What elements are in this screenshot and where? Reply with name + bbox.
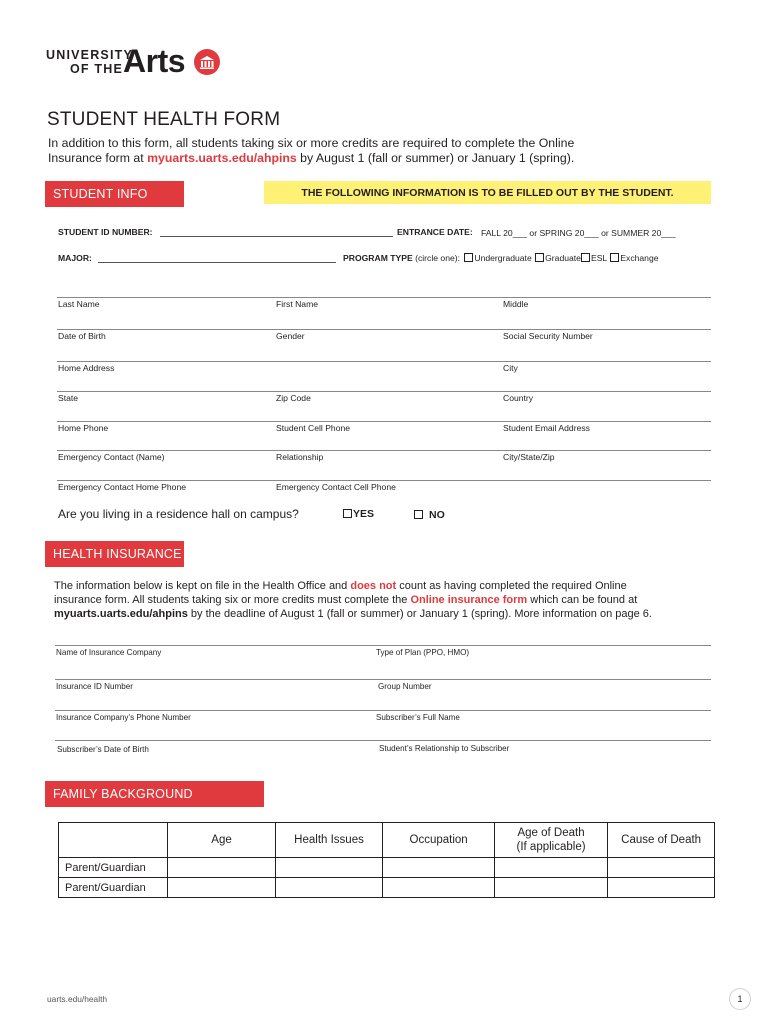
program-type-hint: (circle one):	[415, 253, 460, 263]
major-label: MAJOR:	[58, 253, 92, 263]
checkbox-undergraduate[interactable]	[464, 253, 473, 262]
field-line	[55, 740, 711, 741]
field-label-gender[interactable]: Gender	[276, 331, 305, 341]
hi-text: by the deadline of August 1 (fall or summer) or January 1 (spring). More information on page 6.	[187, 608, 652, 620]
table-cell[interactable]	[383, 878, 495, 898]
field-label-zip[interactable]: Zip Code	[276, 393, 311, 403]
page-title: STUDENT HEALTH FORM	[47, 109, 281, 130]
row-label-parent-guardian: Parent/Guardian	[59, 878, 168, 898]
table-cell[interactable]	[275, 858, 383, 878]
field-line	[55, 710, 711, 711]
field-label-city-state-zip[interactable]: City/State/Zip	[503, 452, 555, 462]
table-cell[interactable]	[608, 858, 715, 878]
table-cell[interactable]	[608, 878, 715, 898]
field-label-home-address[interactable]: Home Address	[58, 363, 115, 373]
checkbox-esl[interactable]	[581, 253, 590, 262]
checkbox-residence-yes[interactable]	[343, 509, 352, 518]
table-header-row	[59, 823, 715, 858]
table-row	[59, 858, 715, 878]
field-label-home-phone[interactable]: Home Phone	[58, 423, 109, 433]
field-label-dob[interactable]: Date of Birth	[58, 331, 106, 341]
residence-yes	[343, 508, 374, 520]
table-cell[interactable]	[494, 878, 607, 898]
health-insurance-paragraph	[54, 579, 724, 621]
checkbox-residence-no[interactable]	[414, 510, 423, 519]
table-header-health-issues: Health Issues	[275, 823, 383, 858]
intro-paragraph	[48, 136, 728, 166]
table-cell[interactable]	[383, 858, 495, 878]
logo-line-university: UNIVERSITY	[46, 48, 134, 62]
field-line	[57, 329, 711, 330]
table-row	[59, 878, 715, 898]
hi-text: insurance form. All students taking six or more credits must complete the	[54, 594, 411, 606]
hi-text: count as having completed the required Online	[396, 580, 627, 592]
section-header-student-info: STUDENT INFO	[45, 181, 184, 207]
field-label-insurance-company[interactable]: Name of Insurance Company	[56, 648, 162, 657]
intro-line-2-post: by August 1 (fall or summer) or January 1 (spring).	[296, 151, 575, 165]
footer-url[interactable]: uarts.edu/health	[47, 994, 108, 1004]
table-cell[interactable]	[494, 858, 607, 878]
table-header-occupation: Occupation	[383, 823, 495, 858]
family-background-table	[58, 822, 715, 898]
program-option-exchange: Exchange	[620, 253, 659, 263]
table-cell[interactable]	[275, 878, 383, 898]
hi-text: which can be found at	[527, 594, 638, 606]
residence-no-label: NO	[429, 509, 445, 521]
residence-question: Are you living in a residence hall on campus?	[58, 507, 299, 521]
field-line	[57, 297, 711, 298]
insurance-link[interactable]: myuarts.uarts.edu/ahpins	[147, 151, 297, 165]
major-field[interactable]	[98, 262, 336, 263]
table-header-blank	[59, 823, 168, 858]
intro-line-2	[48, 151, 728, 166]
age-of-death-line2: (If applicable)	[516, 841, 586, 853]
table-header-cause-of-death: Cause of Death	[608, 823, 715, 858]
hi-line-2	[54, 593, 724, 607]
entrance-date-options[interactable]: FALL 20___ or SPRING 20___ or SUMMER 20___	[481, 228, 676, 238]
field-label-subscriber-dob[interactable]: Subscriber’s Date of Birth	[57, 745, 149, 754]
program-option-graduate: Graduate	[545, 253, 581, 263]
section-header-health-insurance: HEALTH INSURANCE	[45, 541, 184, 567]
field-label-relationship[interactable]: Relationship	[276, 452, 324, 462]
field-label-subscriber-name[interactable]: Subscriber’s Full Name	[376, 713, 460, 722]
field-label-subscriber-relationship[interactable]: Student’s Relationship to Subscriber	[379, 744, 510, 753]
field-label-country[interactable]: Country	[503, 393, 534, 403]
field-label-middle[interactable]: Middle	[503, 299, 529, 309]
program-type	[343, 253, 659, 263]
table-cell[interactable]	[168, 878, 275, 898]
field-line	[57, 361, 711, 362]
field-label-email[interactable]: Student Email Address	[503, 423, 590, 433]
entrance-date-label: ENTRANCE DATE:	[397, 227, 473, 237]
field-line	[55, 679, 711, 680]
field-label-company-phone[interactable]: Insurance Company’s Phone Number	[56, 713, 191, 722]
student-notice-banner: THE FOLLOWING INFORMATION IS TO BE FILLED OUT BY THE STUDENT.	[264, 181, 711, 204]
program-option-esl: ESL	[590, 253, 607, 263]
field-label-state[interactable]: State	[58, 393, 79, 403]
field-line	[57, 421, 711, 422]
field-label-last-name[interactable]: Last Name	[58, 299, 100, 309]
hi-line-1	[54, 579, 724, 593]
field-label-cell-phone[interactable]: Student Cell Phone	[276, 423, 351, 433]
field-label-emergency-cell-phone[interactable]: Emergency Contact Cell Phone	[276, 482, 396, 492]
intro-line-1: In addition to this form, all students taking six or more credits are required to complete the Online	[48, 136, 575, 150]
field-label-insurance-id[interactable]: Insurance ID Number	[56, 682, 133, 691]
age-of-death-line1: Age of Death	[517, 827, 585, 839]
logo-building-icon	[194, 49, 220, 75]
section-header-family-background: FAMILY BACKGROUND	[45, 781, 264, 807]
program-type-label: PROGRAM TYPE	[343, 253, 413, 263]
university-logo	[46, 44, 226, 80]
student-id-label: STUDENT ID NUMBER:	[58, 227, 153, 237]
program-option-undergraduate: Undergraduate	[474, 253, 532, 263]
hi-insurance-url[interactable]: myuarts.uarts.edu/ahpins	[54, 608, 188, 620]
table-header-age: Age	[168, 823, 275, 858]
field-label-group-number[interactable]: Group Number	[378, 682, 432, 691]
field-line	[55, 645, 711, 646]
residence-yes-label: YES	[353, 508, 375, 520]
intro-line-2-pre: Insurance form at	[48, 151, 148, 165]
table-cell[interactable]	[168, 858, 275, 878]
field-label-plan-type[interactable]: Type of Plan (PPO, HMO)	[376, 648, 470, 657]
logo-word-arts: Arts	[123, 43, 186, 79]
residence-no	[414, 509, 445, 521]
student-id-field[interactable]	[160, 236, 393, 237]
hi-line-3	[54, 607, 724, 621]
field-label-emergency-home-phone[interactable]: Emergency Contact Home Phone	[58, 482, 187, 492]
field-line	[57, 450, 711, 451]
checkbox-graduate[interactable]	[535, 253, 544, 262]
field-label-first-name[interactable]: First Name	[276, 299, 319, 309]
table-header-age-of-death	[494, 823, 607, 858]
online-insurance-form-link[interactable]: Online insurance form	[410, 594, 528, 606]
checkbox-exchange[interactable]	[610, 253, 619, 262]
logo-line-of-the: OF THE	[70, 62, 124, 76]
field-label-city[interactable]: City	[503, 363, 518, 373]
row-label-parent-guardian: Parent/Guardian	[59, 858, 168, 878]
page-number: 1	[729, 988, 751, 1010]
field-line	[57, 391, 711, 392]
field-label-ssn[interactable]: Social Security Number	[503, 331, 593, 341]
field-line	[57, 480, 711, 481]
hi-text: The information below is kept on file in the Health Office and	[54, 580, 351, 592]
field-label-emergency-name[interactable]: Emergency Contact (Name)	[58, 452, 165, 462]
hi-emphasis-does-not: does not	[350, 580, 397, 592]
